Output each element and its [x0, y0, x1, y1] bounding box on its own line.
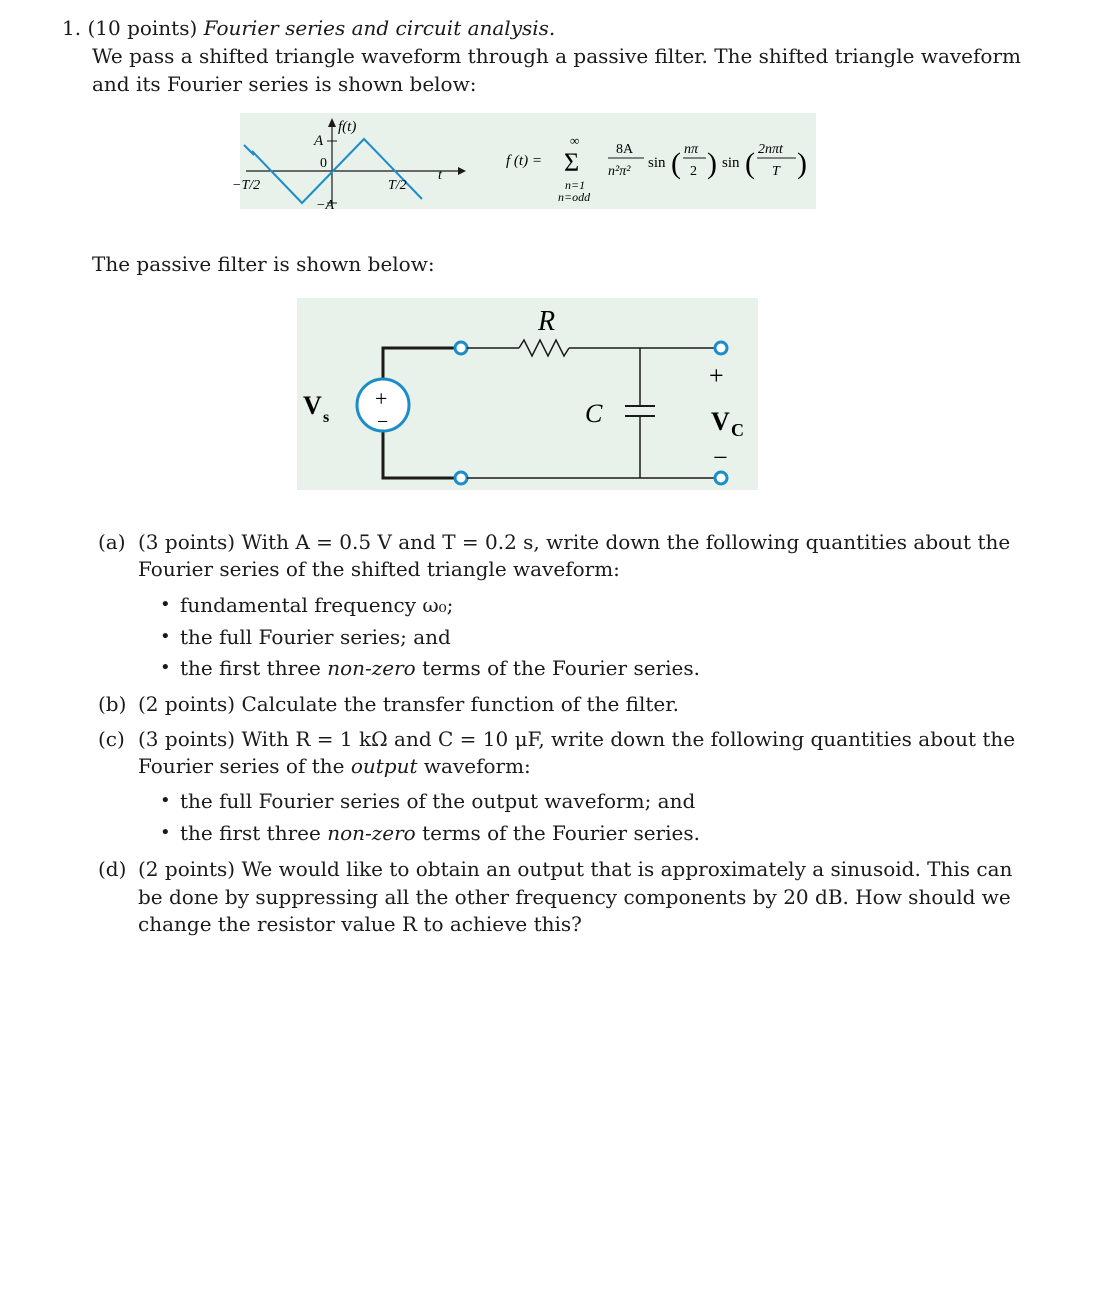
amp-neg-label: −A — [316, 198, 334, 213]
f-axis-arrow — [328, 118, 336, 127]
sin-2: sin — [722, 155, 740, 171]
amp-pos-label: A — [314, 133, 324, 149]
source-sub: s — [323, 409, 330, 426]
part-c-bullet-2-text — [180, 819, 700, 847]
input-terminal-bottom — [455, 472, 467, 484]
part-a-bullet-3-text — [180, 654, 700, 682]
sum-symbol: Σ — [564, 148, 580, 177]
resistor — [519, 340, 569, 356]
fn-label: f(t) — [338, 119, 357, 135]
t-axis-label: t — [438, 168, 442, 183]
circuit-figure-svg — [297, 298, 758, 490]
arg2-num: 2nπt — [758, 142, 783, 157]
bullet-text-part: terms of the Fourier series. — [415, 821, 700, 845]
t-neg-label: −T/2 — [232, 178, 261, 193]
part-a-line-2: Fourier series of the shifted triangle waveform: — [138, 557, 620, 581]
zero-label: 0 — [320, 156, 327, 171]
paren-1-open: ( — [671, 147, 681, 180]
wire-bottom-left — [383, 430, 459, 478]
part-b-line-1: (2 points) Calculate the transfer function of the filter. — [138, 692, 679, 716]
triangle-wave-start — [244, 145, 254, 155]
coef-den: n²π² — [608, 164, 631, 179]
wire-top-left — [383, 348, 459, 380]
part-d-label: (d) — [98, 857, 127, 881]
source-minus: − — [377, 411, 389, 433]
text-part: waveform: — [417, 754, 531, 778]
bullet-dot: • — [160, 594, 171, 615]
waveform-figure — [232, 113, 816, 213]
source-plus: + — [375, 386, 388, 411]
bullet-dot: • — [160, 657, 171, 678]
part-c-line-1: (3 points) With R = 1 kΩ and C = 10 μF, write down the following quantities about the — [138, 727, 1016, 751]
problem-title: Fourier series and circuit analysis. — [203, 16, 556, 40]
arg1-den: 2 — [690, 164, 697, 179]
problem-points: (10 points) — [87, 16, 198, 40]
filter-intro: The passive filter is shown below: — [92, 252, 435, 276]
part-b-label: (b) — [98, 692, 127, 716]
text-part: Fourier series of the — [138, 754, 351, 778]
problem-header — [62, 14, 555, 42]
bullet-dot: • — [160, 822, 171, 843]
part-d-line-1: (2 points) We would like to obtain an output that is approximately a sinusoid. This can — [138, 857, 1013, 881]
part-c-label: (c) — [98, 727, 125, 751]
part-c-line-2 — [138, 752, 1018, 780]
intro-line-1: We pass a shifted triangle waveform through a passive filter. The shifted triangle waveform — [92, 44, 1021, 68]
part-a-label: (a) — [98, 530, 126, 554]
bullet-text-part: terms of the Fourier series. — [415, 656, 700, 680]
output-minus: − — [713, 443, 728, 472]
output-sub: C — [731, 420, 744, 440]
bullet-text-emphasis: non-zero — [327, 821, 416, 845]
part-a-line-1: (3 points) With A = 0.5 V and T = 0.2 s, write down the following quantities about the — [138, 530, 1011, 554]
sin-1: sin — [648, 155, 666, 171]
formula-lhs: f (t) = — [506, 153, 542, 169]
bullet-text-part: the first three — [180, 656, 328, 680]
circuit-figure — [297, 298, 758, 490]
fourier-formula — [506, 133, 807, 204]
output-label: V — [711, 407, 730, 436]
part-d-line-3: change the resistor value R to achieve this? — [138, 912, 582, 936]
sum-bottom-2: n=odd — [558, 190, 591, 204]
source-label: V — [303, 391, 322, 420]
bullet-text-part: the first three — [180, 821, 328, 845]
arg2-den: T — [772, 164, 780, 179]
paren-2-close: ) — [797, 147, 807, 180]
paren-2-open: ( — [745, 147, 755, 180]
problem-intro — [92, 42, 1032, 98]
waveform-figure-svg — [232, 113, 816, 213]
bullet-text-emphasis: non-zero — [327, 656, 416, 680]
text-emphasis: output — [350, 754, 418, 778]
intro-line-2: and its Fourier series is shown below: — [92, 72, 477, 96]
paren-1-close: ) — [707, 147, 717, 180]
output-terminal-bottom — [715, 472, 727, 484]
part-a-bullet-1-text: fundamental frequency ω₀; — [180, 593, 454, 617]
t-pos-label: T/2 — [388, 178, 407, 193]
part-d-line-2: be done by suppressing all the other frequency components by 20 dB. How should we — [138, 885, 1011, 909]
part-c-bullet-1-text: the full Fourier series of the output waveform; and — [180, 789, 696, 813]
input-terminal-top — [455, 342, 467, 354]
bullet-dot: • — [160, 626, 171, 647]
t-axis-arrow — [458, 167, 466, 175]
problem-number: 1. — [62, 16, 82, 40]
capacitor-label: C — [585, 399, 603, 428]
output-terminal-top — [715, 342, 727, 354]
arg1-num: nπ — [684, 142, 699, 157]
part-a-bullet-2-text: the full Fourier series; and — [180, 625, 451, 649]
sum-top: ∞ — [570, 133, 580, 148]
bullet-dot: • — [160, 790, 171, 811]
coef-num: 8A — [616, 142, 634, 157]
output-plus: + — [709, 361, 724, 390]
sum-bottom-1: n=1 — [565, 178, 586, 192]
resistor-label: R — [538, 306, 556, 337]
